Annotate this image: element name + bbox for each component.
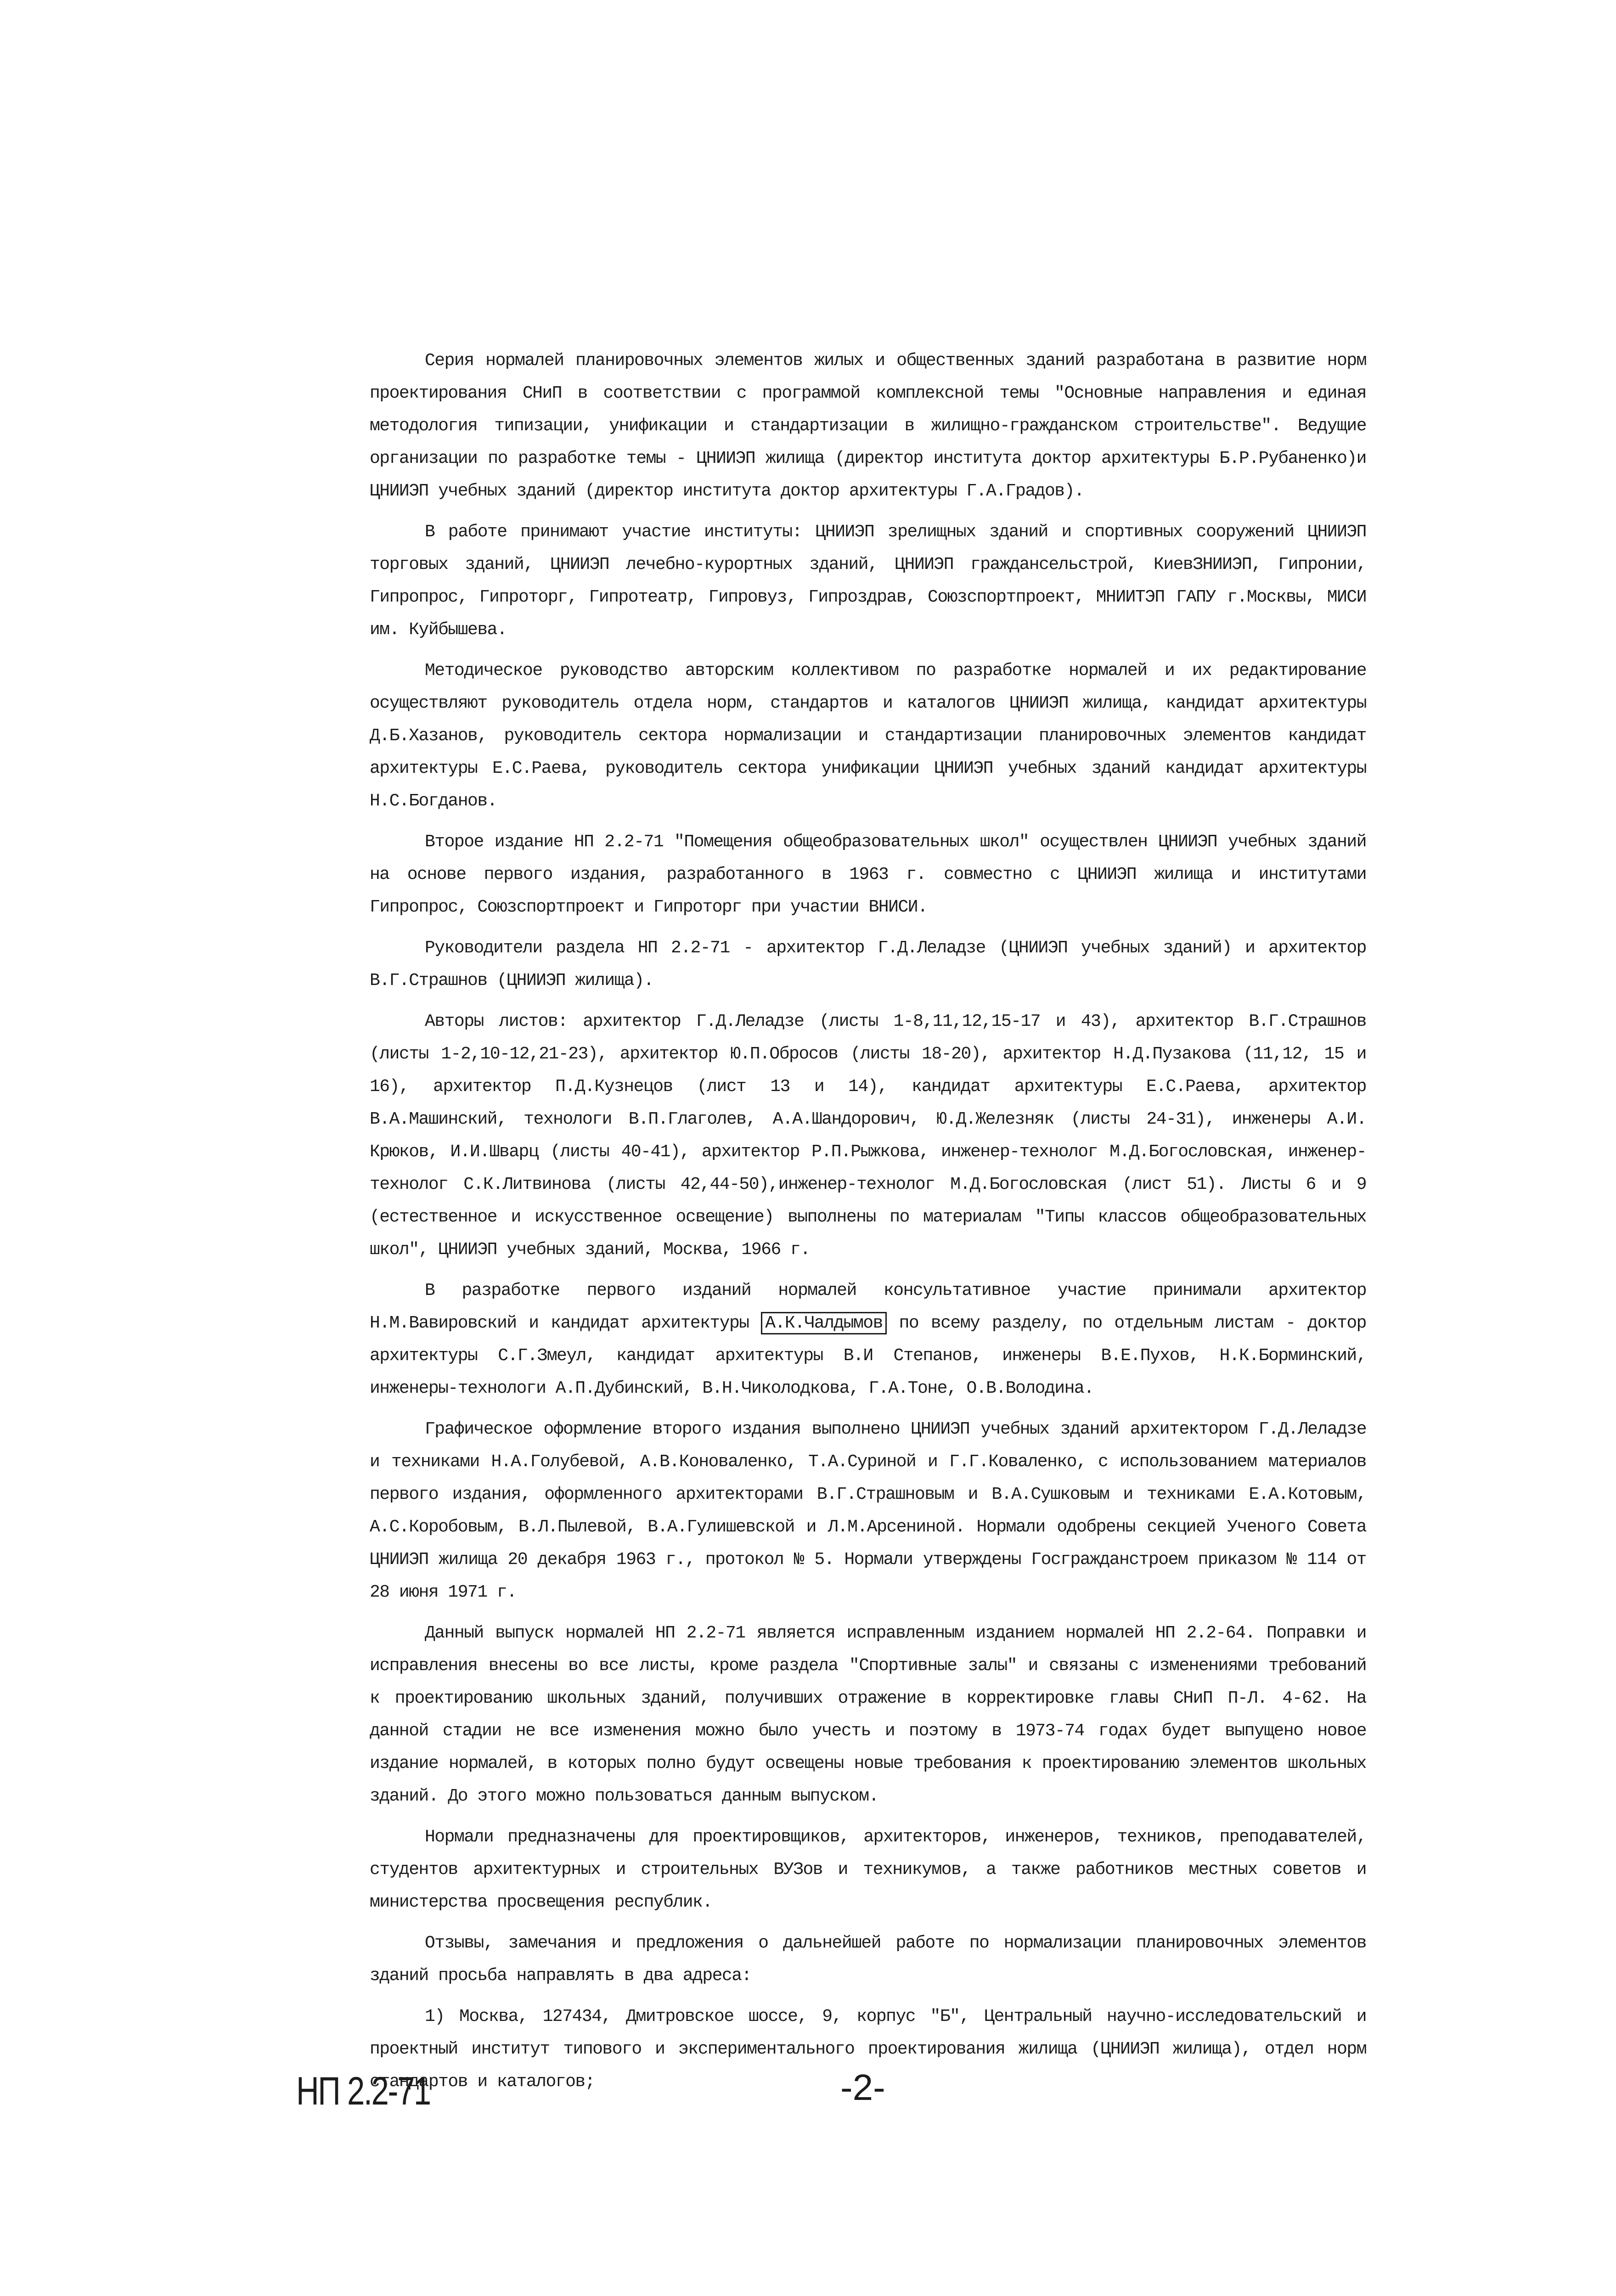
address-paragraph: 1) Москва, 127434, Дмитровское шоссе, 9, корпус "Б", Центральный научно-исследовательский и проектный институт типового и экспериментального проектирования жилища (ЦНИИЭП жилища), отдел норм стандартов и каталогов; [370,2007,1366,2092]
document-code: НП 2.2-71 [296,2069,430,2113]
guidance-paragraph: Методическое руководство авторским коллективом по разработке нормалей и их редактирование осуществляют руководитель отдела норм, стандартов и каталогов ЦНИИЭП жилища, кандидат архитектуры Д.Б.Хазанов, руководитель сектора нормализации и стандартизации планировочных элементов кандидат архитектуры Е.С.Раева, руководитель сектора унификации ЦНИИЭП учебных зданий кандидат архитектуры Н.С.Богданов. [370,661,1366,811]
graphics-paragraph: Графическое оформление второго издания выполнено ЦНИИЭП учебных зданий архитектором Г.Д.Леладзе и техниками Н.А.Голубевой, А.В.Коноваленко, Т.А.Суриной и Г.Г.Коваленко, с использованием материалов первого издания, оформленного архитекторами В.Г.Страшновым и В.А.Сушковым и техниками Е.А.Котовым, А.С.Коробовым, В.Л.Пылевой, В.А.Гулишевской и Л.М.Арсениной. Нормали одобрены секцией Ученого Совета ЦНИИЭП жилища 20 декабря 1963 г., протокол № 5. Нормали утверждены Госгражданстроем приказом № 114 от 28 июня 1971 г. [370,1419,1366,1602]
consultants-paragraph [370,1274,1366,1405]
sheet-authors-paragraph: Авторы листов: архитектор Г.Д.Леладзе (листы 1-8,11,12,15-17 и 43), архитектор В.Г.Страшнов (листы 1-2,10-12,21-23), архитектор Ю.П.Обросов (листы 18-20), архитектор Н.Д.Пузакова (11,12, 15 и 16), архитектор П.Д.Кузнецов (лист 13 и 14), кандидат архитектуры Е.С.Раева, архитектор В.А.Машинский, технологи В.П.Глаголев, А.А.Шандорович, Ю.Д.Железняк (листы 24-31), инженеры А.И. Крюков, И.И.Шварц (листы 40-41), архитектор Р.П.Рыжкова, инженер-технолог М.Д.Богословская, инженер-технолог С.К.Литвинова (листы 42,44-50),инженер-технолог М.Д.Богословская (лист 51). Листы 6 и 9 (естественное и искусственное освещение) выполнены по материалам "Типы классов общеобразовательных школ", ЦНИИЭП учебных зданий, Москва, 1966 г. [370,1012,1366,1260]
section-leaders-paragraph: Руководители раздела НП 2.2-71 - архитектор Г.Д.Леладзе (ЦНИИЭП учебных зданий) и архитектор В.Г.Страшнов (ЦНИИЭП жилища). [370,938,1366,990]
boxed-name: А.К.Чалдымов [761,1312,887,1334]
second-edition-paragraph: Второе издание НП 2.2-71 "Помещения общеобразовательных школ" осуществлен ЦНИИЭП учебных зданий на основе первого издания, разработанного в 1963 г. совместно с ЦНИИЭП жилища и институтами Гипропрос, Союзспортпроект и Гипроторг при участии ВНИСИ. [370,832,1366,917]
corrections-paragraph: Данный выпуск нормалей НП 2.2-71 является исправленным изданием нормалей НП 2.2-64. Поправки и исправления внесены во все листы, кроме раздела "Спортивные залы" и связаны с изменениями требований к проектированию школьных зданий, получивших отражение в корректировке главы СНиП П-Л. 4-62. На данной стадии не все изменения можно было учесть и поэтому в 1973-74 годах будет выпущено новое издание нормалей, в которых полно будут освещены новые требования к проектированию элементов школьных зданий. До этого можно пользоваться данным выпуском. [370,1623,1366,1806]
consultants-text-before: В разработке первого изданий нормалей консультативное участие принимали архитектор Н.М.Вавировский и кандидат архитектуры [370,1281,1366,1333]
institutes-paragraph: В работе принимают участие институты: ЦНИИЭП зрелищных зданий и спортивных сооружений ЦНИИЭП торговых зданий, ЦНИИЭП лечебно-курортных зданий, ЦНИИЭП граждансельстрой, КиевЗНИИЭП, Гипронии, Гипропрос, Гипроторг, Гипротеатр, Гипровуз, Гипроздрав, Союзспортпроект, МНИИТЭП ГАПУ г.Москвы, МИСИ им. Куйбышева. [370,522,1366,640]
page-number: -2- [840,2067,885,2108]
intro-paragraph: Серия нормалей планировочных элементов жилых и общественных зданий разработана в развитие норм проектирования СНиП в соответствии с программой комплексной темы "Основные направления и единая методология типизации, унификации и стандартизации в жилищно-гражданском строительстве". Ведущие организации по разработке темы - ЦНИИЭП жилища (директор института доктор архитектуры Б.Р.Рубаненко)и ЦНИИЭП учебных зданий (директор института доктор архитектуры Г.А.Градов). [370,351,1366,501]
consultants-text-after: по всему разделу, по отдельным листам - доктор архитектуры С.Г.Змеул, кандидат архитектуры В.И Степанов, инженеры В.Е.Пухов, Н.К.Борминский, инженеры-технологи А.П.Дубинский, В.Н.Чиколодкова, Г.А.Тоне, О.В.Володина. [370,1313,1366,1398]
document-body [370,344,1366,2106]
audience-paragraph: Нормали предназначены для проектировщиков, архитекторов, инженеров, техников, преподавателей, студентов архитектурных и строительных ВУЗов и техникумов, а также работников местных советов и министерства просвещения республик. [370,1827,1366,1912]
feedback-paragraph: Отзывы, замечания и предложения о дальнейшей работе по нормализации планировочных элементов зданий просьба направлять в два адреса: [370,1933,1366,1986]
